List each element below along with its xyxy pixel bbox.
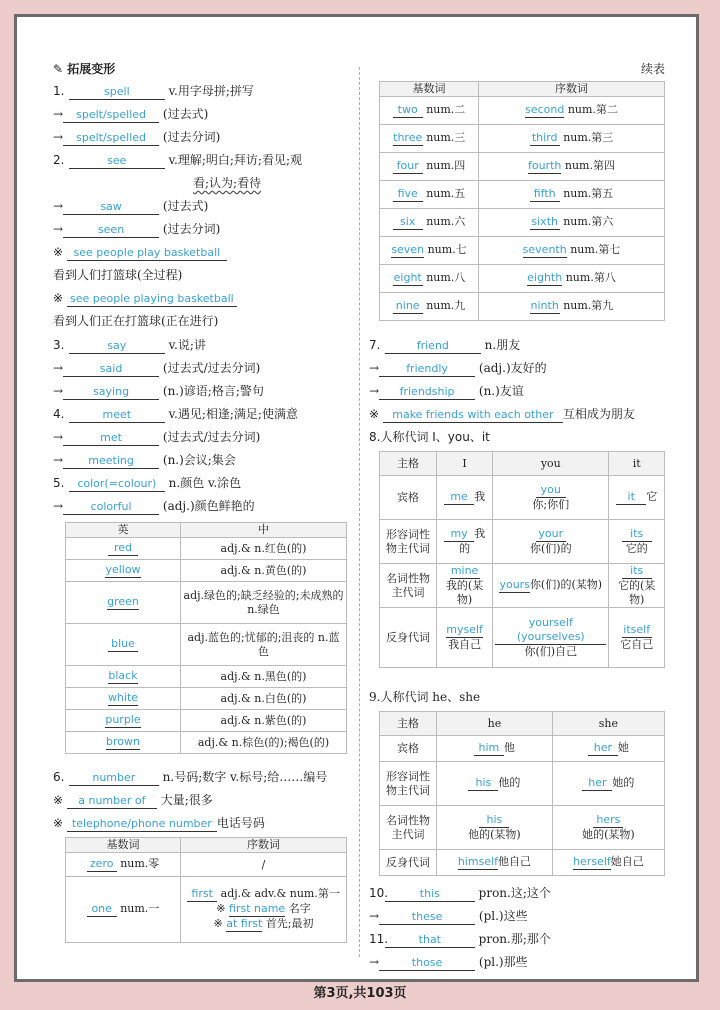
col-header: he xyxy=(437,712,553,736)
answer-blank[interactable]: six xyxy=(393,215,423,230)
continued-label: 续表 xyxy=(641,62,666,76)
answer-blank[interactable]: third xyxy=(530,131,560,146)
col-header: 基数词 xyxy=(66,838,181,853)
item-3-form: → said (过去式/过去分词) xyxy=(53,361,261,375)
row-header: 反身代词 xyxy=(380,608,437,668)
answer-blank[interactable]: nine xyxy=(393,299,423,314)
item-6-phrase: ※ a number of 大量;很多 xyxy=(53,793,213,807)
answer-blank[interactable]: that xyxy=(385,933,475,948)
item-2: 2. see v.理解;明白;拜访;看见;观 xyxy=(53,153,302,167)
item-10-form: → these (pl.)这些 xyxy=(369,909,528,923)
table-cell: adj.& n.棕色(的);褐色(的) xyxy=(181,732,347,754)
answer-blank[interactable]: me xyxy=(444,490,474,505)
item-1-form: → spelt/spelled (过去分词) xyxy=(53,130,221,144)
item-3-form: → saying (n.)谚语;格言;警句 xyxy=(53,384,264,398)
item-6: 6. number n.号码;数字 v.标号;给……编号 xyxy=(53,770,328,784)
answer-blank[interactable]: its xyxy=(622,527,652,542)
answer-blank[interactable]: meet xyxy=(69,408,165,423)
answer-blank[interactable]: fifth xyxy=(530,187,560,202)
answer-blank[interactable]: you xyxy=(536,483,566,498)
col-header: 中 xyxy=(181,523,347,538)
answer-blank[interactable]: these xyxy=(379,910,475,925)
item-9-title: 9.人称代词 he、she xyxy=(369,690,481,704)
answer-blank[interactable]: number xyxy=(69,771,159,786)
table-cell: first adj.& adv.& num.第一 ※ first name 名字 ※ at first 首先;最初 xyxy=(181,877,347,943)
item-5-form: → colorful (adj.)颜色鲜艳的 xyxy=(53,499,255,513)
table-cell: adj.& n.红色(的) xyxy=(181,538,347,560)
item-10: 10. this pron.这;这个 xyxy=(369,886,551,900)
table-cell: / xyxy=(181,853,347,877)
answer-blank[interactable]: brown xyxy=(106,735,140,748)
answer-blank[interactable]: see xyxy=(69,154,165,169)
table-cell: adj.& n.紫色(的) xyxy=(181,710,347,732)
answer-blank[interactable]: his xyxy=(479,813,509,828)
answer-blank[interactable]: friendly xyxy=(379,362,475,377)
item-2-form: → seen (过去分词) xyxy=(53,222,221,236)
section-title: ✎ 拓展变形 xyxy=(53,62,116,76)
answer-blank[interactable]: three xyxy=(393,131,423,144)
answer-blank[interactable]: purple xyxy=(105,713,141,726)
answer-blank[interactable]: eight xyxy=(393,271,422,284)
table-cell: adj.蓝色的;忧郁的;沮丧的 n.蓝色 xyxy=(181,624,347,666)
color-table xyxy=(65,522,347,754)
answer-blank[interactable]: this xyxy=(385,887,475,902)
row-header: 名词性物主代词 xyxy=(380,564,437,608)
answer-blank[interactable]: a number of xyxy=(67,794,157,809)
item-4: 4. meet v.遇见;相逢;满足;使满意 xyxy=(53,407,298,421)
col-header: 序数词 xyxy=(181,838,347,853)
answer-blank[interactable]: seven xyxy=(391,243,425,256)
page-footer: 第3页,共103页 xyxy=(313,986,407,1001)
item-1: 1. spell v.用字母拼;拼写 xyxy=(53,84,254,98)
col-header: 基数词 xyxy=(380,82,479,97)
item-2-phrase: ※ see people play basketball xyxy=(53,244,227,261)
answer-blank[interactable]: yourself (yourselves) xyxy=(495,616,606,645)
answer-blank[interactable]: fourth xyxy=(528,159,562,172)
answer-blank[interactable]: at first xyxy=(226,917,263,930)
pronoun-table-2: 主格 he she 宾格 him 他 her 她 形容词性物主代词 his 他的 her 她的 名词性物主代词 his 他的(某物) hers 她的(某物) 反身代词 himself他自己 herself她自己 xyxy=(379,711,665,876)
answer-blank[interactable]: spelt/spelled xyxy=(63,131,159,146)
table-cell: adj.绿色的;缺乏经验的;未成熟的 n.绿色 xyxy=(181,582,347,624)
answer-blank[interactable]: second xyxy=(525,103,565,116)
answer-blank[interactable]: color(=colour) xyxy=(69,477,165,492)
answer-blank[interactable]: make friends with each other xyxy=(383,408,563,423)
answer-blank[interactable]: himself xyxy=(457,855,498,868)
item-7-form: → friendly (adj.)友好的 xyxy=(369,361,547,375)
row-header: 反身代词 xyxy=(380,850,437,876)
answer-blank[interactable]: sixth xyxy=(531,215,558,228)
answer-blank[interactable]: telephone/phone number xyxy=(67,817,217,832)
answer-blank[interactable]: white xyxy=(107,691,139,704)
item-11: 11. that pron.那;那个 xyxy=(369,932,551,946)
answer-blank[interactable]: eighth xyxy=(527,271,563,284)
answer-blank[interactable]: see people play basketball xyxy=(67,246,227,261)
number-table-left: 基数词 序数词 zero num.零 / one num.一 first adj.& adv.& num.第一 ※ first name 名字 ※ at first 首先;最初 xyxy=(65,837,347,943)
phrase-meaning: 看到人们打篮球(全过程) xyxy=(53,268,183,282)
pronoun-table-1: 主格 I you it 宾格 me 我 you 你;你们 it 它 形容词性物主代词 my 我的 your 你(们)的 its 它的 名词性物主代词 mine 我的(某物) yours你(们)的(某物) its 它的(某物) 反身代词 myself 我自己 yourself (yourselves) 你(们)自己 itself 它自己 xyxy=(379,451,665,668)
answer-blank[interactable]: yours xyxy=(499,578,530,591)
answer-blank[interactable]: friend xyxy=(385,339,481,354)
col-header: 英 xyxy=(66,523,181,538)
answer-blank[interactable]: my xyxy=(444,527,474,542)
answer-blank[interactable]: myself xyxy=(446,623,483,636)
item-2-meaning-cont: 看;认为;看待 xyxy=(193,176,262,190)
answer-blank[interactable]: seen xyxy=(63,223,159,238)
col-header: it xyxy=(609,452,665,476)
col-header: I xyxy=(437,452,493,476)
answer-blank[interactable]: four xyxy=(393,159,423,174)
col-header: she xyxy=(552,712,664,736)
answer-blank[interactable]: one xyxy=(87,902,117,917)
answer-blank[interactable]: seventh xyxy=(522,243,567,256)
worksheet-page xyxy=(14,14,699,982)
answer-blank[interactable]: zero xyxy=(87,857,117,872)
item-2-phrase: ※ see people playing basketball xyxy=(53,290,237,307)
answer-blank[interactable]: herself xyxy=(573,855,611,868)
answer-blank[interactable]: five xyxy=(393,187,423,202)
item-2-form: → saw (过去式) xyxy=(53,199,209,213)
answer-blank[interactable]: two xyxy=(393,103,423,118)
item-7-phrase: ※ make friends with each other 互相成为朋友 xyxy=(369,407,635,421)
answer-blank[interactable]: hers xyxy=(593,813,623,828)
item-7: 7. friend n.朋友 xyxy=(369,338,521,352)
answer-blank[interactable]: itself xyxy=(623,623,651,636)
col-header: 主格 xyxy=(380,452,437,476)
answer-blank[interactable]: met xyxy=(63,431,159,446)
answer-blank[interactable]: those xyxy=(379,956,475,971)
answer-blank[interactable]: friendship xyxy=(379,385,475,400)
table-cell: adj.& n.黑色(的) xyxy=(181,666,347,688)
answer-blank[interactable]: her xyxy=(582,776,612,791)
answer-blank[interactable]: meeting xyxy=(63,454,159,469)
answer-blank[interactable]: spelt/spelled xyxy=(63,108,159,123)
phrase-meaning: 看到人们正在打篮球(正在进行) xyxy=(53,314,219,328)
answer-blank[interactable]: blue xyxy=(108,637,138,652)
row-header: 形容词性物主代词 xyxy=(380,762,437,806)
answer-blank[interactable]: saying xyxy=(63,385,159,400)
answer-blank[interactable]: it xyxy=(616,490,646,505)
answer-blank[interactable]: black xyxy=(108,669,138,682)
row-header: 形容词性物主代词 xyxy=(380,520,437,564)
item-4-form: → met (过去式/过去分词) xyxy=(53,430,261,444)
item-5: 5. color(=colour) n.颜色 v.涂色 xyxy=(53,476,242,490)
answer-blank[interactable]: its xyxy=(622,564,652,579)
answer-blank[interactable]: colorful xyxy=(63,500,159,515)
answer-blank[interactable]: his xyxy=(468,776,498,791)
col-header: 序数词 xyxy=(479,82,665,97)
row-header: 宾格 xyxy=(380,476,437,520)
item-3: 3. say v.说;讲 xyxy=(53,338,206,352)
item-1-form: → spelt/spelled (过去式) xyxy=(53,107,209,121)
answer-blank[interactable]: ninth xyxy=(530,299,559,312)
row-header: 宾格 xyxy=(380,736,437,762)
col-header: you xyxy=(493,452,609,476)
answer-blank[interactable]: saw xyxy=(63,200,159,215)
row-header: 名词性物主代词 xyxy=(380,806,437,850)
item-11-form: → those (pl.)那些 xyxy=(369,955,528,969)
answer-blank[interactable]: yellow xyxy=(105,563,141,576)
item-8-title: 8.人称代词 I、you、it xyxy=(369,430,490,444)
answer-blank[interactable]: green xyxy=(107,595,139,608)
answer-blank[interactable]: say xyxy=(69,339,165,354)
item-4-form: → meeting (n.)会议;集会 xyxy=(53,453,236,467)
answer-blank[interactable]: said xyxy=(63,362,159,377)
number-table-right: 基数词 序数词 two num.二 second num.第二 three num.三 third num.第三 four num.四 fourth num.第四 five num.五 fifth num.第五 six num.六 sixth num.第六 seven num.七 seventh num.第七 eight num.八 eighth num.第八 nine num.九 ninth num.第九 xyxy=(379,81,665,321)
answer-blank[interactable]: first xyxy=(187,887,217,902)
answer-blank[interactable]: first name xyxy=(229,902,286,915)
answer-blank[interactable]: her xyxy=(588,741,618,756)
col-header: 主格 xyxy=(380,712,437,736)
answer-blank[interactable]: him xyxy=(474,741,504,756)
answer-blank[interactable]: your xyxy=(536,527,566,542)
table-cell: adj.& n.黄色(的) xyxy=(181,560,347,582)
answer-blank[interactable]: red xyxy=(108,541,138,556)
column-divider xyxy=(359,67,360,957)
answer-blank[interactable]: see people playing basketball xyxy=(67,292,237,307)
answer-blank[interactable]: spell xyxy=(69,85,165,100)
table-cell: adj.& n.白色(的) xyxy=(181,688,347,710)
answer-blank[interactable]: mine xyxy=(450,564,479,577)
item-6-phrase: ※ telephone/phone number 电话号码 xyxy=(53,816,265,830)
item-7-form: → friendship (n.)友谊 xyxy=(369,384,524,398)
